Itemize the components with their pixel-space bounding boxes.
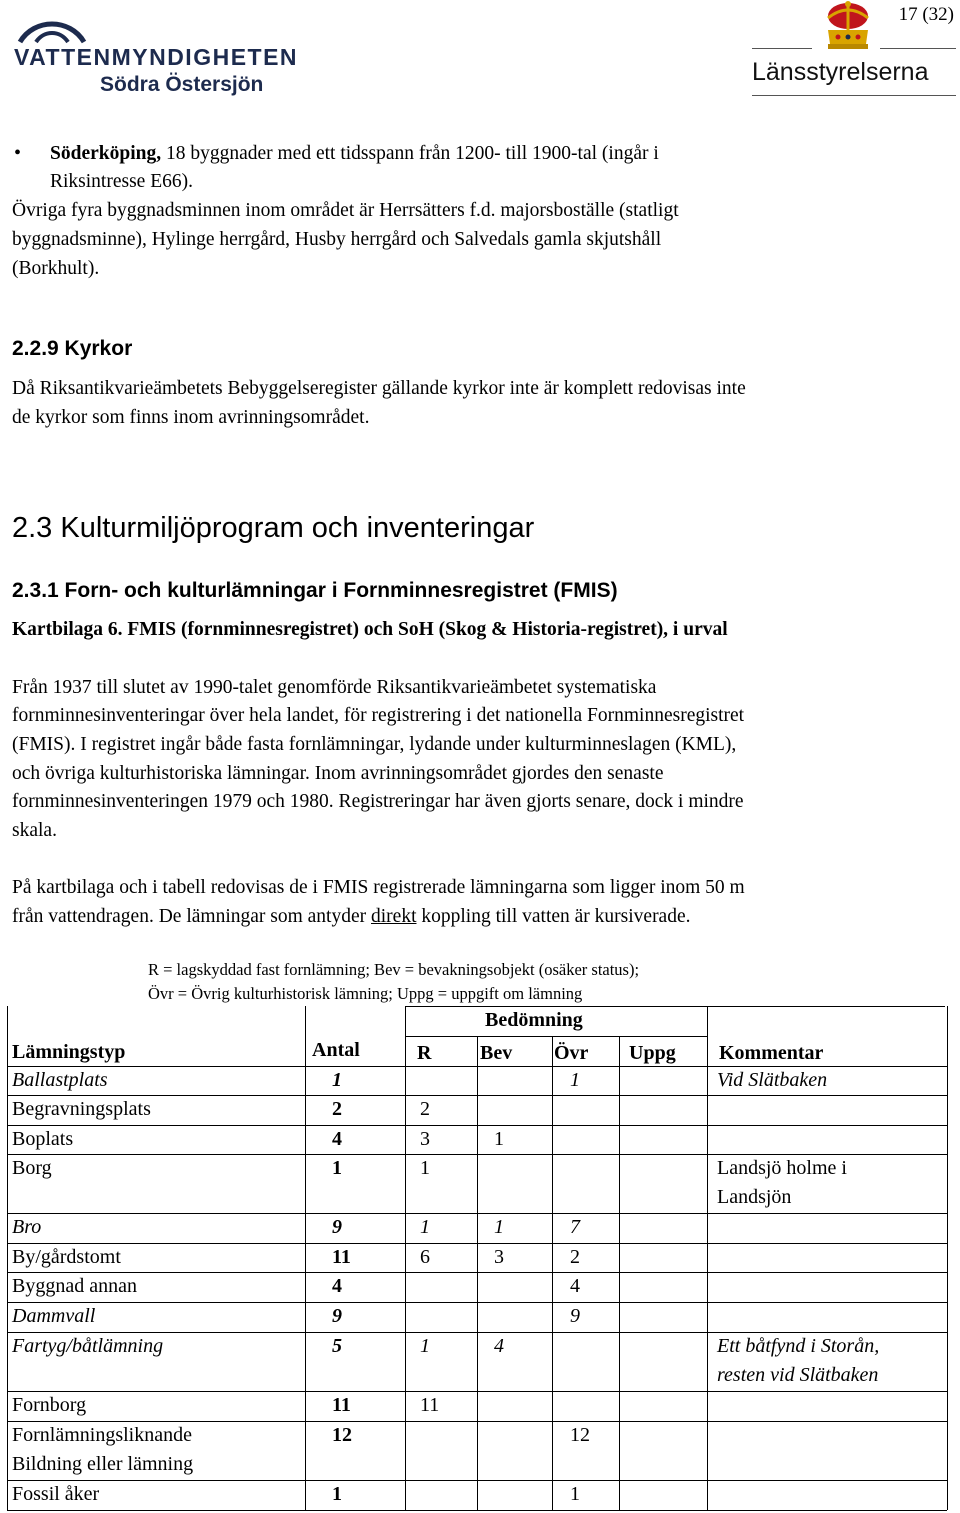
cell-lamningstyp: Ballastplats [12,1069,108,1091]
table-rule [707,1006,708,1510]
paragraph-line: skala. [12,820,57,841]
paragraph-text: koppling till vatten är kursiverade. [416,906,691,927]
cell-lamningstyp: Bildning eller lämning [12,1453,194,1475]
cell-bev: 1 [494,1216,504,1238]
cell-r: 3 [420,1128,430,1150]
table-rule [619,1036,620,1510]
cell-lamningstyp: Dammvall [12,1305,96,1327]
cell-antal: 12 [332,1424,352,1446]
cell-antal: 1 [332,1483,342,1505]
cell-bev: 1 [494,1128,504,1150]
paragraph-line: Från 1937 till slutet av 1990-talet genomförde Riksantikvarieämbetet systematiska [12,677,657,698]
cell-ovr: 7 [570,1216,580,1238]
legend-line-2: Övr = Övrig kulturhistorisk lämning; Uppg = uppgift om lämning [148,984,583,1003]
paragraph-line [12,902,691,931]
paragraph-text: från vattendragen. De lämningar som antyder [12,906,371,927]
cell-ovr: 12 [570,1424,590,1446]
heading-2-3: 2.3 Kulturmiljöprogram och inventeringar [12,512,535,544]
paragraph-line: Övriga fyra byggnadsminnen inom området är Herrsätters f.d. majorsboställe (statligt [12,200,679,221]
header-antal: Antal [312,1039,360,1061]
bullet-icon: • [14,142,22,164]
group-header-bedomning: Bedömning [485,1009,583,1031]
cell-antal: 9 [332,1305,342,1327]
cell-bev: 3 [494,1246,504,1268]
cell-r: 1 [420,1335,430,1357]
wave-arc-icon [14,14,90,44]
cell-kommentar: Landsjön [717,1186,792,1208]
paragraph-line: fornminnesinventeringen 1979 och 1980. Registreringar har även gjorts senare, dock i mindre [12,791,744,812]
header-ovr: Övr [554,1042,589,1064]
cell-antal: 1 [332,1069,342,1091]
cell-ovr: 1 [570,1069,580,1091]
cell-lamningstyp: Fornborg [12,1394,87,1416]
cell-lamningstyp: Fossil åker [12,1483,100,1505]
cell-ovr: 4 [570,1275,580,1297]
paragraph-line: fornminnesinventeringar över hela landet, för registrering i det nationella Fornminnesregistret [12,705,745,726]
lansstyrelserna-logo: Länsstyrelserna [752,58,929,86]
table-rule [7,1006,8,1510]
cell-antal: 2 [332,1098,342,1120]
cell-r: 1 [420,1157,430,1179]
paragraph-line: och övriga kulturhistoriska lämningar. Inom avrinningsområdet gjordes den senaste [12,763,664,784]
table-rule [552,1036,553,1510]
cell-kommentar: Ett båtfynd i Storån, [717,1335,880,1357]
cell-kommentar: resten vid Slätbaken [717,1364,879,1386]
cell-antal: 1 [332,1157,342,1179]
vattenmyndigheten-logo [14,14,299,104]
cell-r: 2 [420,1098,430,1120]
cell-lamningstyp: Fornlämningsliknande [12,1424,192,1446]
underlined-word: direkt [371,906,417,927]
cell-lamningstyp: Byggnad annan [12,1275,137,1297]
cell-lamningstyp: Boplats [12,1128,74,1150]
lamningar-table [7,1006,947,1510]
logo-line-1: VATTENMYNDIGHETEN [14,44,299,70]
header-kommentar: Kommentar [719,1042,824,1064]
paragraph-line: På kartbilaga och i tabell redovisas de i FMIS registrerade lämningarna som ligger inom 50 m [12,877,745,898]
paragraph-line: byggnadsminne), Hylinge herrgård, Husby herrgård och Salvedals gamla skjutshåll [12,229,662,250]
table-rule [947,1006,948,1510]
cell-kommentar: Vid Slätbaken [717,1069,828,1091]
header-r: R [417,1042,432,1064]
bullet-place: Söderköping, [50,143,162,164]
cell-lamningstyp: Bro [12,1216,42,1238]
cell-antal: 9 [332,1216,342,1238]
cell-ovr: 9 [570,1305,580,1327]
cell-r: 11 [420,1394,440,1416]
cell-ovr: 2 [570,1246,580,1268]
table-rule [7,1510,947,1511]
bullet-line-2: Riksintresse E66). [50,171,193,192]
header-uppg: Uppg [629,1042,676,1064]
heading-2-2-9: 2.2.9 Kyrkor [12,337,133,360]
cell-kommentar: Landsjö holme i [717,1157,847,1179]
cell-r: 6 [420,1246,430,1268]
table-rule [477,1036,478,1510]
legend-line-1: R = lagskyddad fast fornlämning; Bev = bevakningsobjekt (osäker status); [148,960,640,979]
cell-ovr: 1 [570,1483,580,1505]
logo-line-2: Södra Östersjön [100,73,264,96]
paragraph-line: Då Riksantikvarieämbetets Bebyggelseregister gällande kyrkor inte är komplett redovisas inte [12,378,746,399]
logo-rule-bottom [752,95,956,96]
cell-lamningstyp: Borg [12,1157,52,1179]
cell-antal: 5 [332,1335,342,1357]
cell-antal: 4 [332,1275,342,1297]
cell-lamningstyp: Fartyg/båtlämning [12,1335,164,1357]
cell-antal: 11 [332,1246,351,1268]
header-bev: Bev [480,1042,513,1064]
table-rule [305,1006,306,1510]
cell-lamningstyp: Begravningsplats [12,1098,151,1120]
crown-icon [820,0,876,52]
table-rule [405,1036,707,1037]
heading-2-3-1: 2.3.1 Forn- och kulturlämningar i Fornminnesregistret (FMIS) [12,579,618,602]
cell-lamningstyp: By/gårdstomt [12,1246,121,1268]
bullet-text: 18 byggnader med ett tidsspann från 1200- till 1900-tal (ingår i [161,143,659,164]
paragraph-line: de kyrkor som finns inom avrinningsområdet. [12,407,370,428]
page-number: 17 (32) [898,4,954,25]
cell-antal: 11 [332,1394,351,1416]
paragraph-line: (Borkhult). [12,258,100,279]
logo-rule-top [752,48,956,52]
header-lamningstyp: Lämningstyp [12,1041,126,1063]
table-rule [405,1006,406,1510]
cell-r: 1 [420,1216,430,1238]
bullet-line-1 [50,139,659,168]
map-annex-caption: Kartbilaga 6. FMIS (fornminnesregistret) och SoH (Skog & Historia-registret), i urval [12,619,728,640]
cell-bev: 4 [494,1335,504,1357]
paragraph-line: (FMIS). I registret ingår både fasta fornlämningar, lydande under kulturminneslagen (KML), [12,734,737,755]
cell-antal: 4 [332,1128,342,1150]
